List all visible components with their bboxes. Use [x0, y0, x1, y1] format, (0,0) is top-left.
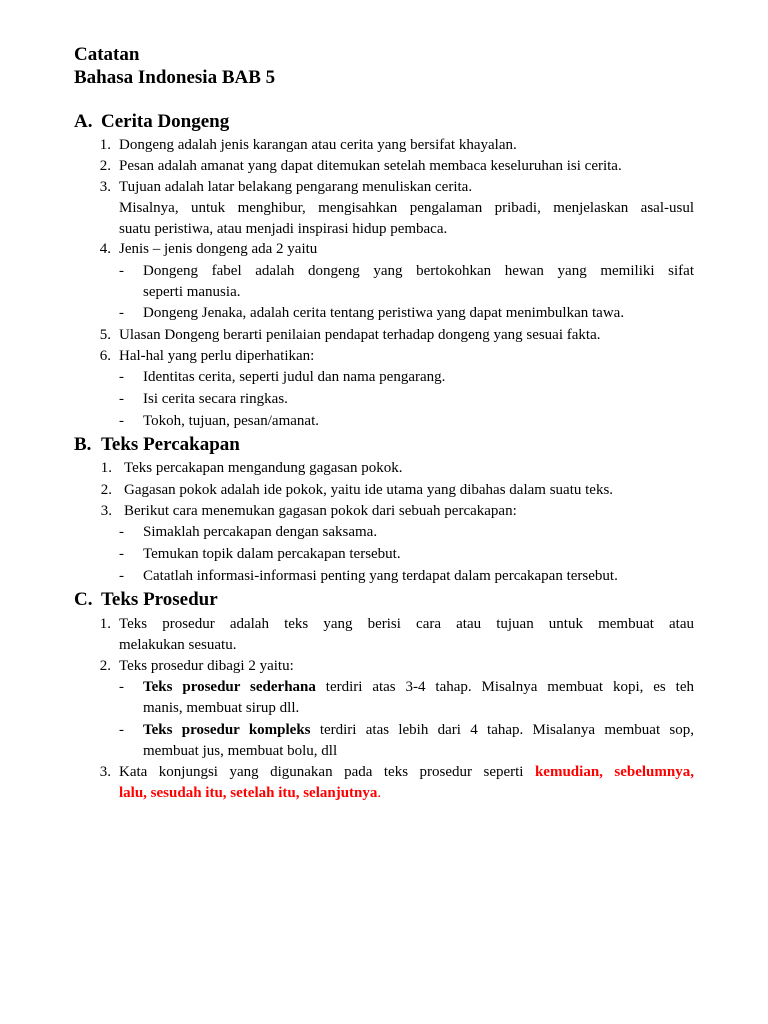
sub-list-item: Dongeng fabel adalah dongeng yang bertokohkan hewan yang memiliki sifat — [143, 263, 694, 279]
sub-list-item-continuation: membuat jus, membuat bolu, dll — [143, 743, 338, 759]
section-c-letter: C. — [74, 589, 93, 610]
list-number: 3. — [99, 179, 111, 195]
sub-list-item: Catatlah informasi-informasi penting yang terdapat dalam percakapan tersebut. — [143, 568, 618, 584]
section-b-heading — [74, 434, 240, 456]
sub-list-item: Simaklah percakapan dengan saksama. — [143, 524, 378, 540]
term-bold: Teks prosedur kompleks — [143, 722, 311, 738]
section-a-letter: A. — [74, 111, 93, 132]
doc-title-line1: Catatan — [74, 44, 140, 65]
list-item: Berikut cara menemukan gagasan pokok dari sebuah percakapan: — [124, 503, 517, 519]
sub-list-item — [143, 677, 694, 697]
term-bold: Teks prosedur sederhana — [143, 679, 316, 695]
sub-list-item: Temukan topik dalam percakapan tersebut. — [143, 546, 401, 562]
term-description: terdiri atas lebih dari 4 tahap. Misalanya membuat sop, — [310, 722, 695, 738]
list-item: Dongeng adalah jenis karangan atau cerita yang bersifat khayalan. — [119, 137, 517, 153]
bullet-dash: - — [119, 679, 124, 695]
bullet-dash: - — [119, 305, 124, 321]
bullet-dash: - — [119, 263, 124, 279]
sub-list-item-continuation: manis, membuat sirup dll. — [143, 700, 300, 716]
list-item: Pesan adalah amanat yang dapat ditemukan setelah membaca keseluruhan isi cerita. — [119, 158, 622, 174]
list-item: Teks percakapan mengandung gagasan pokok. — [124, 460, 403, 476]
list-number: 2. — [99, 158, 111, 174]
list-item: Jenis – jenis dongeng ada 2 yaitu — [119, 241, 318, 257]
sub-list-item: Dongeng Jenaka, adalah cerita tentang peristiwa yang dapat menimbulkan tawa. — [143, 305, 625, 321]
sub-list-item: Isi cerita secara ringkas. — [143, 391, 288, 407]
highlight-conjunctions: kemudian, sebelumnya, — [534, 764, 694, 780]
section-c-heading — [74, 589, 218, 611]
list-item-continuation — [119, 783, 381, 803]
list-number: 3. — [99, 764, 111, 780]
list-number: 1. — [100, 460, 112, 476]
bullet-dash: - — [119, 568, 124, 584]
list-number: 3. — [100, 503, 112, 519]
list-item: Tujuan adalah latar belakang pengarang menuliskan cerita. — [119, 179, 473, 195]
list-item: Teks prosedur adalah teks yang berisi cara atau tujuan untuk membuat atau — [119, 616, 694, 632]
list-item: Hal-hal yang perlu diperhatikan: — [119, 348, 315, 364]
section-a-title: Cerita Dongeng — [101, 111, 230, 132]
list-item-continuation: suatu peristiwa, atau menjadi inspirasi hidup pembaca. — [119, 221, 448, 237]
list-number: 4. — [99, 241, 111, 257]
sub-list-item: Tokoh, tujuan, pesan/amanat. — [143, 413, 319, 429]
doc-title-line2: Bahasa Indonesia BAB 5 — [74, 67, 276, 88]
list-item: Teks prosedur dibagi 2 yaitu: — [119, 658, 294, 674]
period: . — [377, 785, 382, 801]
bullet-dash: - — [119, 524, 124, 540]
list-number: 5. — [99, 327, 111, 343]
list-number: 1. — [99, 137, 111, 153]
bullet-dash: - — [119, 722, 124, 738]
sub-list-item: Identitas cerita, seperti judul dan nama pengarang. — [143, 369, 446, 385]
highlight-conjunctions: lalu, sesudah itu, setelah itu, selanjutnya — [119, 785, 378, 801]
term-description: terdiri atas 3-4 tahap. Misalnya membuat kopi, es teh — [315, 679, 694, 695]
sub-list-item — [143, 720, 694, 740]
bullet-dash: - — [119, 391, 124, 407]
list-number: 2. — [100, 482, 112, 498]
section-b-letter: B. — [74, 434, 92, 455]
bullet-dash: - — [119, 413, 124, 429]
list-item: Gagasan pokok adalah ide pokok, yaitu ide utama yang dibahas dalam suatu teks. — [124, 482, 614, 498]
section-c-title: Teks Prosedur — [101, 589, 218, 610]
sub-list-item-continuation: seperti manusia. — [143, 284, 241, 300]
list-number: 2. — [99, 658, 111, 674]
list-item — [119, 762, 694, 782]
list-item-continuation: Misalnya, untuk menghibur, mengisahkan pengalaman pribadi, menjelaskan asal-usul — [119, 200, 694, 216]
list-number: 1. — [99, 616, 111, 632]
list-item: Ulasan Dongeng berarti penilaian pendapat terhadap dongeng yang sesuai fakta. — [119, 327, 601, 343]
bullet-dash: - — [119, 546, 124, 562]
section-a-heading — [74, 111, 229, 133]
list-item-continuation: melakukan sesuatu. — [119, 637, 237, 653]
bullet-dash: - — [119, 369, 124, 385]
list-item-text: Kata konjungsi yang digunakan pada teks prosedur seperti — [119, 764, 535, 780]
section-b-title: Teks Percakapan — [101, 434, 240, 455]
list-number: 6. — [99, 348, 111, 364]
